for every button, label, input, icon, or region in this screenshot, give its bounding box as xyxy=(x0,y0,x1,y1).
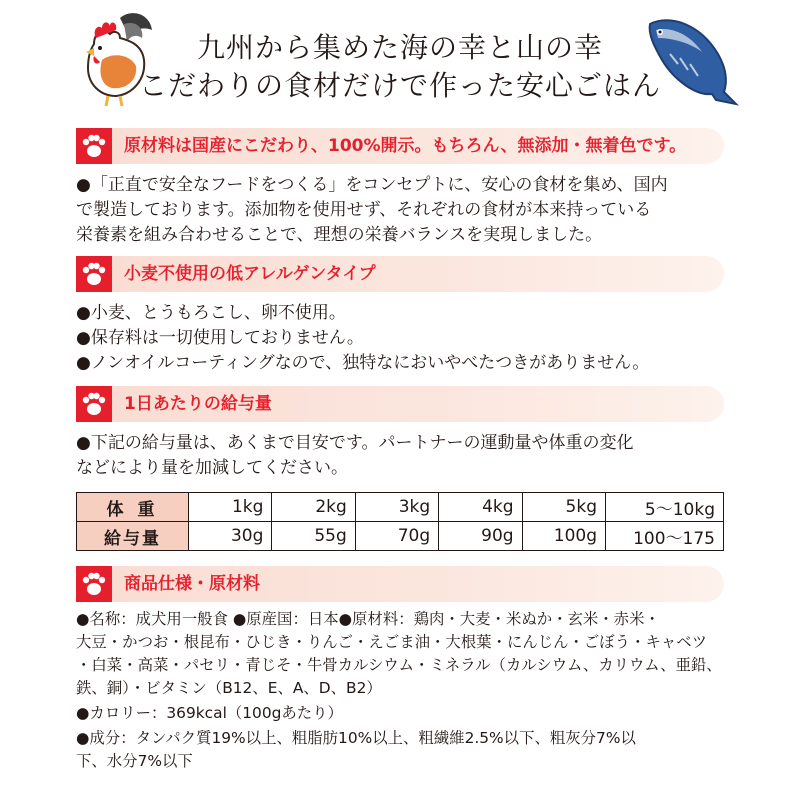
section-title-spec: 商品仕様・原材料 xyxy=(124,574,260,594)
table-header-amount: 給与量 xyxy=(77,522,189,551)
paw-icon xyxy=(76,256,112,292)
table-cell: 30g xyxy=(189,522,272,551)
table-cell: 2kg xyxy=(272,493,355,522)
hero-line-1: 九州から集めた海の幸と山の幸 xyxy=(196,31,603,64)
table-cell: 100〜175 xyxy=(606,522,724,551)
section-3-line-1: ●下記の給与量は、あくまで目安です。パートナーの運動量や体重の変化 xyxy=(76,433,634,453)
table-cell: 90g xyxy=(439,522,522,551)
section-4-line-1: ●名称：成犬用一般食 ●原産国：日本●原材料：鶏肉・大麦・米ぬか・玄米・赤米・ xyxy=(76,610,660,628)
section-2-line-1: ●小麦、とうもろこし、卵不使用。 xyxy=(76,303,346,323)
section-1-line-3: 栄養素を組み合わせることで、理想の栄養バランスを実現しました。 xyxy=(76,225,603,245)
section-1-line-1: ●「正直で安全なフードをつくる」をコンセプトに、安心の食材を集め、国内 xyxy=(76,175,668,195)
feeding-table xyxy=(76,492,724,551)
section-4-line-7: 下、水分7%以下 xyxy=(76,752,193,770)
section-4-line-2: 大豆・かつお・根昆布・ひじき・りんご・えごま油・大根葉・にんじん・ごぼう・キャベツ xyxy=(76,633,708,651)
table-header-weight: 体 重 xyxy=(77,493,189,522)
section-4-line-3: ・白菜・高菜・パセリ・青じそ・牛骨カルシウム・ミネラル（カルシウム、カリウム、亜鉛、 xyxy=(76,656,722,674)
table-cell: 1kg xyxy=(189,493,272,522)
section-title-feeding: 1日あたりの給与量 xyxy=(124,394,272,414)
hero-line-2: こだわりの食材だけで作った安心ごはん xyxy=(138,69,661,102)
table-cell: 5〜10kg xyxy=(606,493,724,522)
section-title-allergen: 小麦不使用の低アレルゲンタイプ xyxy=(124,264,376,284)
section-1-line-2: で製造しております。添加物を使用せず、それぞれの食材が本来持っている xyxy=(76,200,652,220)
section-4-line-6: ●成分：タンパク質19%以上、粗脂肪10%以上、粗繊維2.5%以下、粗灰分7%以 xyxy=(76,729,636,747)
table-cell: 55g xyxy=(272,522,355,551)
section-title-ingredients: 原材料は国産にこだわり、100%開示。もちろん、無添加・無着色です。 xyxy=(124,136,687,156)
table-cell: 5kg xyxy=(522,493,605,522)
table-row xyxy=(77,522,724,551)
table-cell: 70g xyxy=(355,522,438,551)
section-4-line-4: 鉄、銅）・ビタミン（B12、E、A、D、B2） xyxy=(76,679,382,697)
section-4-line-5: ●カロリー：369kcal（100gあたり） xyxy=(76,704,343,722)
table-cell: 100g xyxy=(522,522,605,551)
section-2-line-2: ●保存料は一切使用しておりません。 xyxy=(76,328,364,348)
table-row xyxy=(77,493,724,522)
paw-icon xyxy=(76,566,112,602)
section-3-line-2: などにより量を加減してください。 xyxy=(76,458,348,478)
paw-icon xyxy=(76,128,112,164)
section-2-line-3: ●ノンオイルコーティングなので、独特なにおいやべたつきがありません。 xyxy=(76,353,650,373)
table-cell: 3kg xyxy=(355,493,438,522)
table-cell: 4kg xyxy=(439,493,522,522)
paw-icon xyxy=(76,386,112,422)
